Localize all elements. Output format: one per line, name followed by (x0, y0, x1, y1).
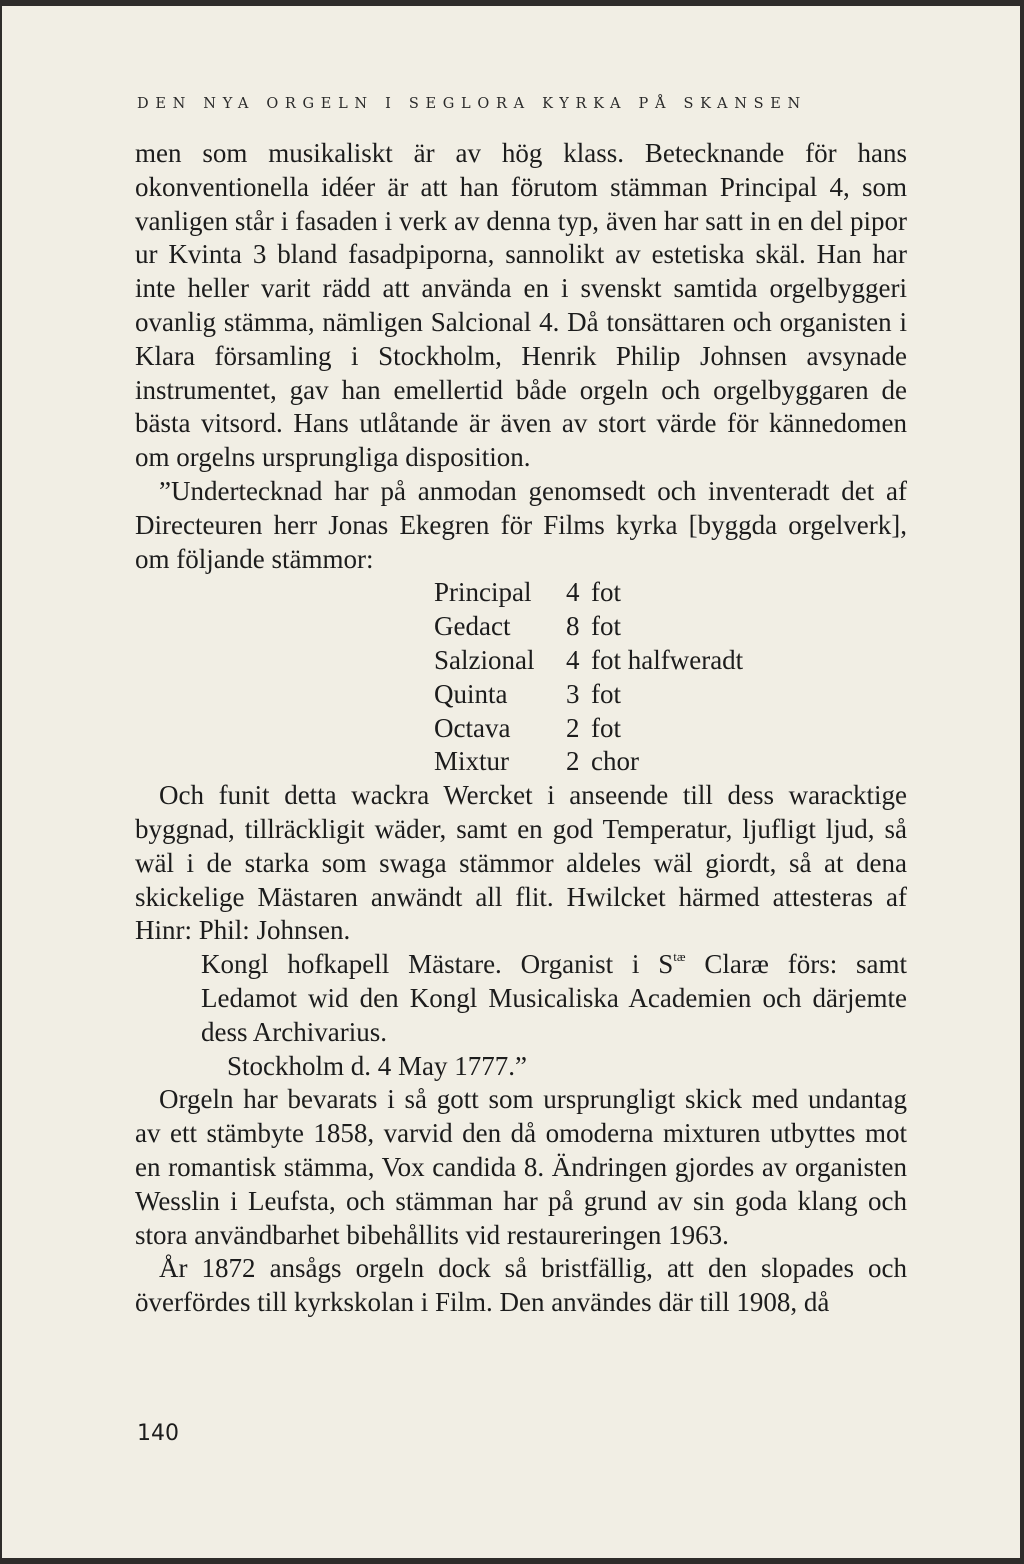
stop-size: 2 (566, 746, 580, 777)
body-text (135, 137, 907, 1320)
organ-stop-row (434, 610, 743, 644)
signature-title (201, 948, 907, 1049)
stop-name: Octava (434, 712, 511, 743)
organ-stop-row (434, 576, 743, 610)
book-page (2, 6, 1020, 1558)
signature-title-start: Kongl hofkapell Mästare. Organist i S (201, 949, 674, 980)
stop-name: Quinta (434, 678, 508, 709)
signature-superscript: tæ (673, 949, 686, 965)
paragraph-organ-description: men som musikaliskt är av hög klass. Betecknande för hans okonventionella idéer är att han förutom stämman Principal 4, som vanligen står i fasaden i verk av denna typ, även har satt in en del pipor ur Kvinta 3 bland fasadpiporna, sannolikt av estetiska skäl. Han har inte heller varit rädd att använda en i svenskt samtida orgelbyggeri ovanlig stämma, nämligen Salcional 4. Då tonsättaren och organisten i Klara församling i Stockholm, Henrik Philip Johnsen avsynade instrumentet, gav han emellertid både orgeln och orgelbyggaren de bästa vitsord. Hans utlåtande är även av stort värde för kännedomen om orgelns ursprungliga disposition. (135, 138, 907, 473)
stop-unit: fot halfweradt (591, 644, 744, 675)
stop-size: 8 (566, 611, 580, 642)
stop-unit: chor (591, 746, 639, 777)
paragraph-quote-verdict: Och funit detta wackra Wercket i anseende till dess waracktige byggnad, tillräckligit wäder, samt en god Temperatur, ljufligt ljud, så wäl i de starka som swaga stämmor aldeles wäl giordt, så at dena skickelige Mästaren anwändt all flit. Hwilcket härmed attesteras af Hinr: Phil: Johnsen. (135, 780, 907, 946)
stop-size: 2 (566, 712, 580, 743)
stop-name: Salzional (434, 644, 535, 675)
stop-size: 4 (566, 577, 580, 608)
organ-stop-row (434, 745, 743, 779)
stop-unit: fot (591, 577, 621, 608)
signature-title-end: Claræ förs: samt Ledamot wid den Kongl Musicaliska Academien och därjemte dess Archivarius. (201, 949, 908, 1047)
paragraph-preservation: Orgeln har bevarats i så gott som ursprungligt skick med undantag av ett stämbyte 1858, varvid den då omoderna mixturen utbyttes mot en romantisk stämma, Vox candida 8. Ändringen gjordes av organisten Wesslin i Leufsta, och stämman har på grund av sin goda klang och stora användbarhet bibehållits vid restaureringen 1963. (135, 1084, 907, 1250)
running-header: DEN NYA ORGELN I SEGLORA KYRKA PÅ SKANSEN (137, 96, 807, 112)
organ-stop-row (434, 712, 743, 746)
stop-size: 4 (566, 644, 580, 675)
stop-name: Mixtur (434, 746, 510, 777)
organ-stop-row (434, 678, 743, 712)
stop-name: Gedact (434, 611, 511, 642)
stop-name: Principal (434, 577, 532, 608)
stop-unit: fot (591, 678, 621, 709)
signature-block (201, 948, 907, 1083)
paragraph-quote-intro: ”Undertecknad har på anmodan genomsedt och inventeradt det af Directeuren herr Jonas Ekegren för Films kyrka [byggda orgelverk], om följande stämmor: (135, 475, 907, 574)
stop-unit: fot (591, 712, 621, 743)
paragraph-relocation: År 1872 ansågs orgeln dock så bristfällig, att den slopades och överfördes till kyrkskolan i Film. Den användes där till 1908, då (135, 1253, 907, 1318)
organ-stops-table (434, 576, 743, 779)
page-number: 140 (137, 1421, 179, 1446)
stop-size: 3 (566, 678, 580, 709)
stop-unit: fot (591, 611, 621, 642)
signature-place-date: Stockholm d. 4 May 1777.” (227, 1050, 527, 1081)
organ-stop-row (434, 644, 743, 678)
